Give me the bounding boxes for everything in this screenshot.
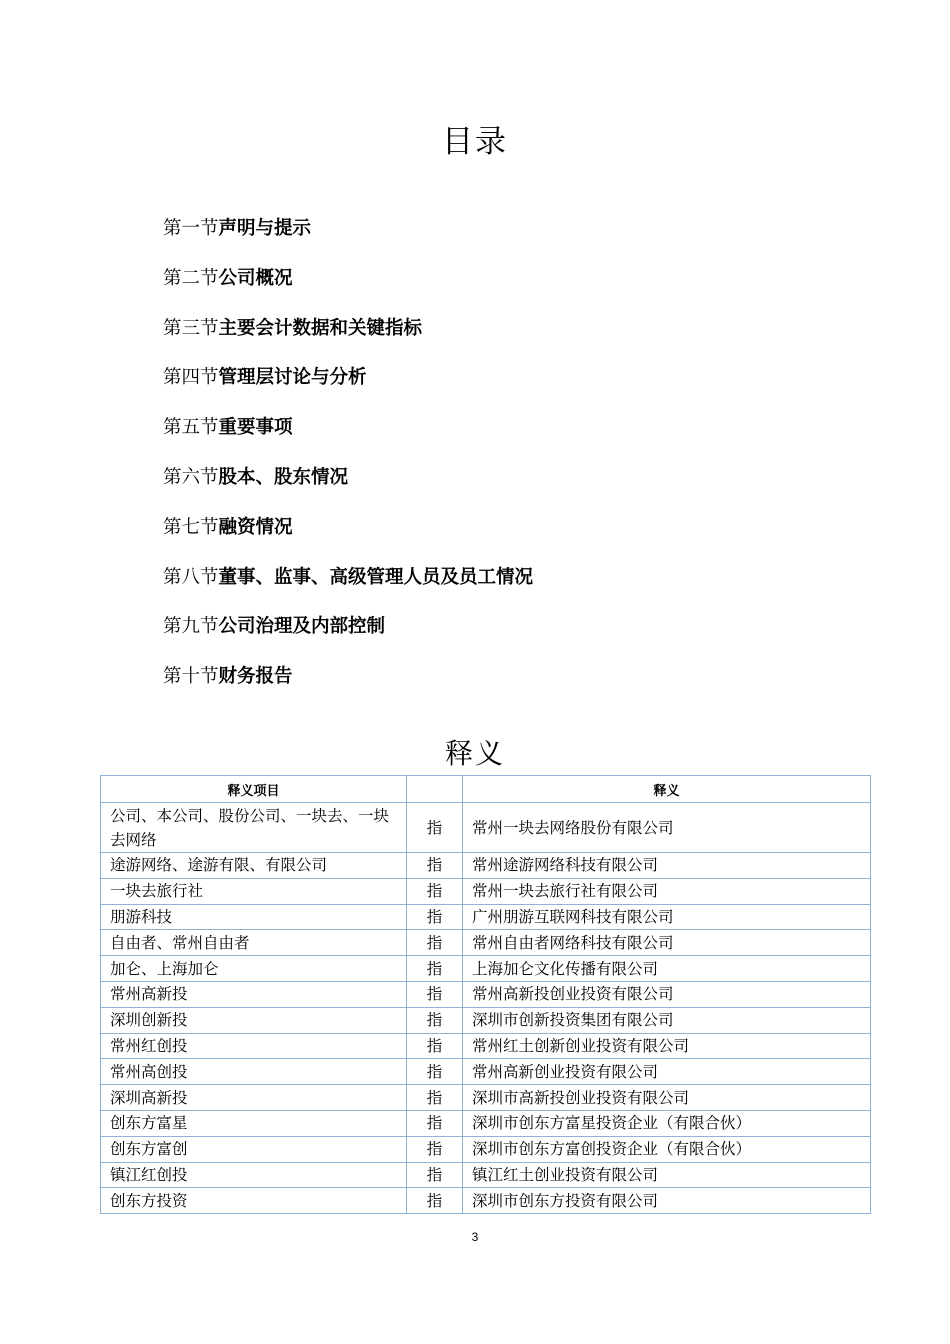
table-row	[101, 853, 871, 879]
term-cell: 深圳创新投	[101, 1007, 407, 1033]
toc-item-number: 第二节	[163, 267, 219, 289]
mid-cell: 指	[407, 1085, 463, 1111]
table-row	[101, 1110, 871, 1136]
table-row	[101, 1007, 871, 1033]
toc-item[interactable]	[163, 513, 533, 563]
definition-cell: 深圳市创新投资集团有限公司	[463, 1007, 871, 1033]
term-cell: 创东方富创	[101, 1136, 407, 1162]
toc-item[interactable]	[163, 314, 533, 364]
toc-item-number: 第四节	[163, 367, 219, 389]
table-row	[101, 1136, 871, 1162]
toc-item-number: 第十节	[163, 666, 219, 688]
term-cell: 深圳高新投	[101, 1085, 407, 1111]
toc-item[interactable]	[163, 612, 533, 662]
definition-cell: 常州途游网络科技有限公司	[463, 853, 871, 879]
term-cell: 常州高创投	[101, 1059, 407, 1085]
toc-item[interactable]	[163, 363, 533, 413]
toc-item[interactable]	[163, 563, 533, 613]
definition-cell: 镇江红土创业投资有限公司	[463, 1162, 871, 1188]
toc-item-title: 重要事项	[218, 417, 293, 439]
definition-cell: 常州一块去旅行社有限公司	[463, 878, 871, 904]
mid-cell: 指	[407, 1007, 463, 1033]
toc-item[interactable]	[163, 214, 533, 264]
toc-item-title: 管理层讨论与分析	[218, 367, 367, 389]
definition-cell: 常州自由者网络科技有限公司	[463, 930, 871, 956]
table-row	[101, 1188, 871, 1214]
term-cell: 途游网络、途游有限、有限公司	[101, 853, 407, 879]
term-cell: 镇江红创投	[101, 1162, 407, 1188]
toc-item[interactable]	[163, 463, 533, 513]
table-row	[101, 904, 871, 930]
header-term: 释义项目	[101, 776, 407, 803]
term-cell: 常州红创投	[101, 1033, 407, 1059]
toc-item-title: 主要会计数据和关键指标	[218, 317, 423, 339]
definition-cell: 深圳市高新投创业投资有限公司	[463, 1085, 871, 1111]
table-row	[101, 930, 871, 956]
toc-item-number: 第八节	[163, 566, 219, 588]
header-definition: 释义	[463, 776, 871, 803]
mid-cell: 指	[407, 930, 463, 956]
toc-item-number: 第五节	[163, 417, 219, 439]
term-cell: 常州高新投	[101, 981, 407, 1007]
toc-item-title: 股本、股东情况	[218, 466, 349, 488]
toc-item-title: 公司治理及内部控制	[218, 616, 386, 638]
toc-item[interactable]	[163, 662, 533, 712]
table-row	[101, 878, 871, 904]
header-mid	[407, 776, 463, 803]
toc-item-title: 声明与提示	[218, 218, 312, 239]
mid-cell: 指	[407, 904, 463, 930]
toc-item-number: 第六节	[163, 466, 219, 488]
toc-item-number: 第一节	[163, 218, 219, 239]
mid-cell: 指	[407, 853, 463, 879]
toc-item[interactable]	[163, 413, 533, 463]
mid-cell: 指	[407, 956, 463, 982]
glossary-title: 释义	[444, 737, 505, 770]
toc-item-title: 公司概况	[218, 267, 293, 289]
mid-cell: 指	[407, 1059, 463, 1085]
definition-cell: 常州高新投创业投资有限公司	[463, 981, 871, 1007]
term-cell: 创东方投资	[101, 1188, 407, 1214]
toc-title: 目录	[442, 124, 508, 160]
definition-cell: 深圳市创东方投资有限公司	[463, 1188, 871, 1214]
definition-cell: 深圳市创东方富创投资企业（有限合伙）	[463, 1136, 871, 1162]
definition-cell: 深圳市创东方富星投资企业（有限合伙）	[463, 1110, 871, 1136]
term-cell: 一块去旅行社	[101, 878, 407, 904]
mid-cell: 指	[407, 878, 463, 904]
table-row	[101, 1059, 871, 1085]
mid-cell: 指	[407, 981, 463, 1007]
table-row	[101, 956, 871, 982]
definition-cell: 常州一块去网络股份有限公司	[463, 803, 871, 853]
definition-cell: 常州高新创业投资有限公司	[463, 1059, 871, 1085]
page-number: 3	[471, 1230, 479, 1244]
term-cell: 加仑、上海加仑	[101, 956, 407, 982]
toc-list	[163, 214, 533, 712]
mid-cell: 指	[407, 803, 463, 853]
mid-cell: 指	[407, 1033, 463, 1059]
table-header-row	[101, 776, 871, 803]
toc-item-title: 财务报告	[218, 666, 293, 688]
toc-item[interactable]	[163, 264, 533, 314]
table-row	[101, 1085, 871, 1111]
table-row	[101, 803, 871, 853]
mid-cell: 指	[407, 1162, 463, 1188]
toc-item-number: 第七节	[163, 516, 219, 538]
definition-cell: 上海加仑文化传播有限公司	[463, 956, 871, 982]
table-row	[101, 1162, 871, 1188]
term-cell: 公司、本公司、股份公司、一块去、一块去网络	[101, 803, 407, 853]
toc-item-number: 第三节	[163, 317, 219, 339]
definition-cell: 常州红土创新创业投资有限公司	[463, 1033, 871, 1059]
toc-item-title: 融资情况	[218, 516, 293, 538]
mid-cell: 指	[407, 1136, 463, 1162]
toc-item-number: 第九节	[163, 616, 219, 638]
mid-cell: 指	[407, 1110, 463, 1136]
definition-cell: 广州朋游互联网科技有限公司	[463, 904, 871, 930]
table-row	[101, 1033, 871, 1059]
glossary-table	[100, 775, 871, 1214]
term-cell: 创东方富星	[101, 1110, 407, 1136]
table-row	[101, 981, 871, 1007]
term-cell: 自由者、常州自由者	[101, 930, 407, 956]
mid-cell: 指	[407, 1188, 463, 1214]
term-cell: 朋游科技	[101, 904, 407, 930]
toc-item-title: 董事、监事、高级管理人员及员工情况	[218, 566, 534, 588]
